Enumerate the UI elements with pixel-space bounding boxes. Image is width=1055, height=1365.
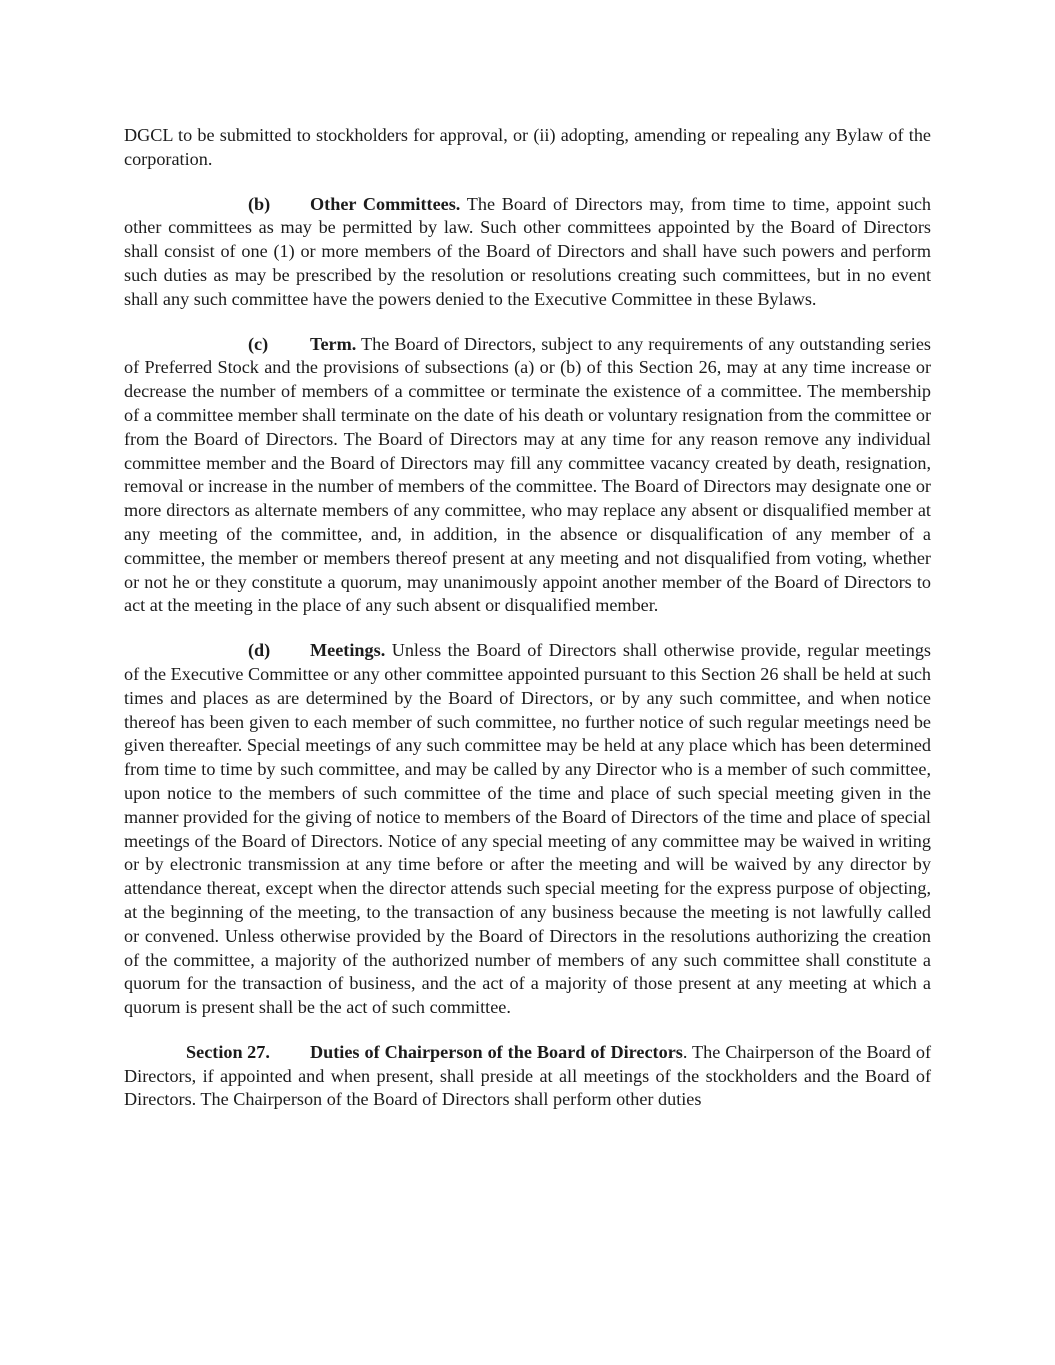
paragraph-intro-text: DGCL to be submitted to stockholders for approval, or (ii) adopting, amending or repealing any Bylaw of the corporation.: [124, 125, 931, 169]
subsection-heading-d: Meetings.: [310, 640, 386, 661]
paragraph-term-text: The Board of Directors, subject to any requirements of any outstanding series of Preferred Stock and the provisions of subsections (a) or (b) of this Section 26, may at any time increase or decrease the number of members of a committee or terminate the existence of a committee. The membership of a committee member shall terminate on the date of his death or voluntary resignation from the committee or from the Board of Directors. The Board of Directors may at any time for any reason remove any individual committee member and the Board of Directors may fill any committee vacancy created by death, resignation, removal or increase in the number of members of the committee. The Board of Directors may designate one or more directors as alternate members of any committee, who may replace any absent or disqualified member at any meeting of the committee, and, in addition, in the absence or disqualification of any member of a committee, the member or members thereof present at any meeting and not disqualified from voting, whether or not he or they constitute a quorum, may unanimously appoint another member of the Board of Directors to act at the meeting in the place of any such absent or disqualified member.: [124, 333, 931, 616]
paragraph-meetings: [124, 639, 931, 1020]
document-page: [124, 124, 931, 1112]
subsection-label-d: (d): [248, 640, 271, 661]
subsection-label-b: (b): [248, 193, 271, 214]
paragraph-section-27: [124, 1041, 931, 1112]
subsection-label-c: (c): [248, 333, 269, 354]
subsection-heading-b: Other Committees.: [310, 193, 461, 214]
paragraph-other-committees: [124, 193, 931, 312]
paragraph-other-committees-text: The Board of Directors may, from time to time, appoint such other committees as may be permitted by law. Such other committees appointed by the Board of Directors shall consist of one (1) or more members of the Board of Directors and shall have such powers and perform such duties as may be prescribed by the resolution or resolutions creating such committees, but in no event shall any such committee have the powers denied to the Executive Committee in these Bylaws.: [124, 193, 931, 309]
subsection-heading-c: Term.: [310, 333, 357, 354]
section-label-27: Section 27.: [186, 1041, 270, 1062]
section-heading-27: Duties of Chairperson of the Board of Directors: [310, 1041, 683, 1062]
paragraph-meetings-text: Unless the Board of Directors shall otherwise provide, regular meetings of the Executive Committee or any other committee appointed pursuant to this Section 26 shall be held at such times and places as are determined by the Board of Directors, or by any such committee, and when notice thereof has been given to each member of such committee, no further notice of such regular meetings need be given thereafter. Special meetings of any such committee may be held at any place which has been determined from time to time by such committee, and may be called by any Director who is a member of such committee, upon notice to the members of such committee of the time and place of such special meeting given in the manner provided for the giving of notice to members of the Board of Directors of the time and place of special meetings of the Board of Directors. Notice of any special meeting of any committee may be waived in writing or by electronic transmission at any time before or after the meeting and will be waived by any director by attendance thereat, except when the director attends such special meeting for the express purpose of objecting, at the beginning of the meeting, to the transaction of any business because the meeting is not lawfully called or convened. Unless otherwise provided by the Board of Directors in the resolutions authorizing the creation of the committee, a majority of the authorized number of members of any such committee shall constitute a quorum for the transaction of business, and the act of a majority of those present at any meeting at which a quorum is present shall be the act of such committee.: [124, 640, 931, 1018]
paragraph-intro: [124, 124, 931, 172]
paragraph-term: [124, 333, 931, 619]
paragraph-section-27-text: . The Chairperson of the Board of Directors, if appointed and when present, shall preside at all meetings of the stockholders and the Board of Directors. The Chairperson of the Board of Directors shall perform other duties: [124, 1041, 931, 1110]
